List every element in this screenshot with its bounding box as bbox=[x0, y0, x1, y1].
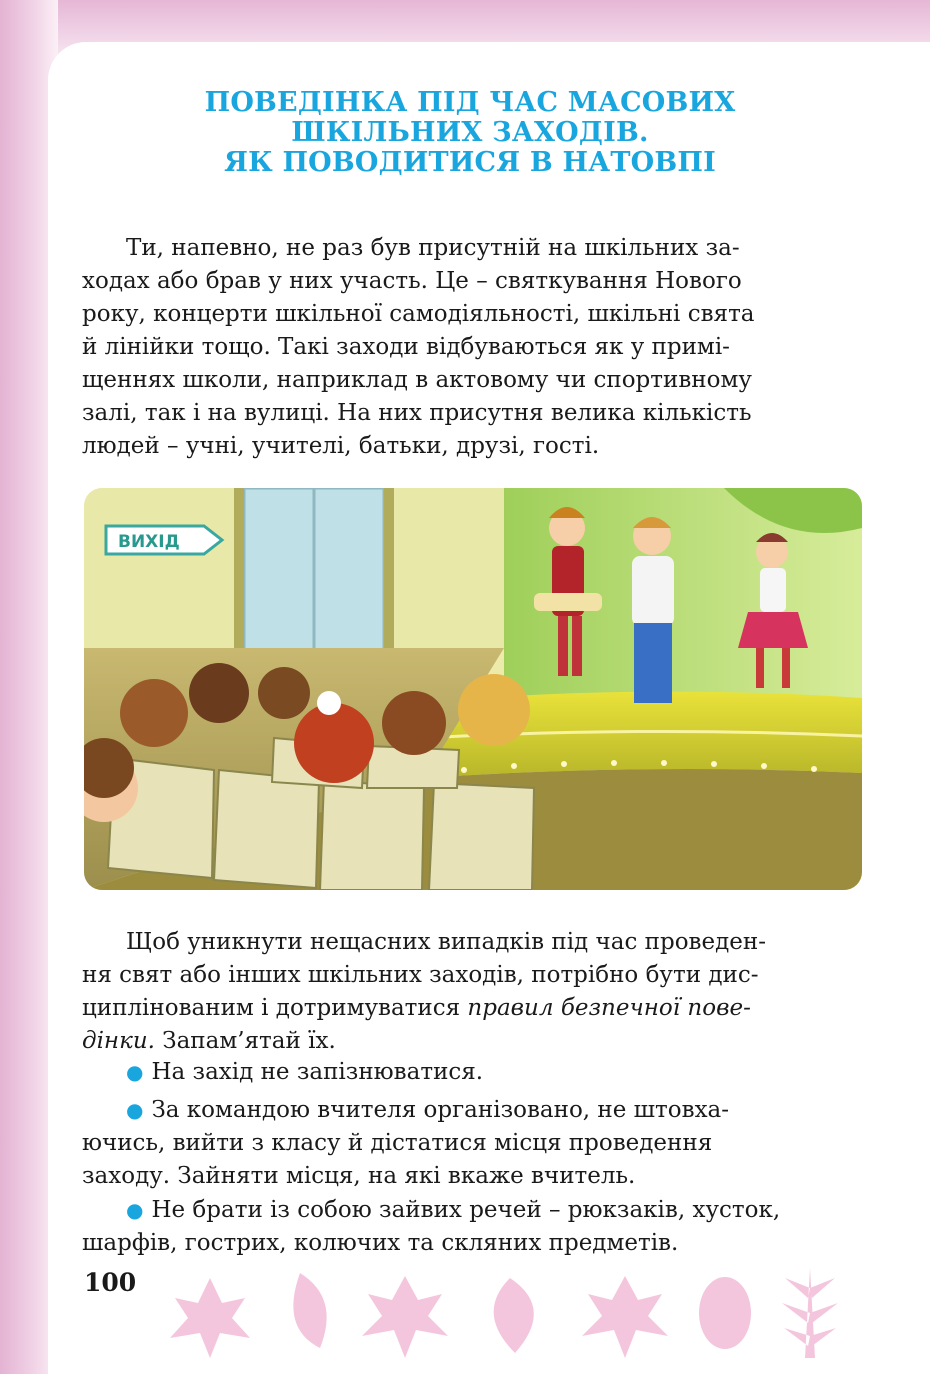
text-line: Ти, напевно, не раз був присутній на шкільних за- bbox=[126, 235, 740, 261]
text-line bbox=[82, 1194, 858, 1227]
bullet-icon: ● bbox=[126, 1198, 144, 1222]
title-line: ЯК ПОВОДИТИСЯ В НАТОВПІ bbox=[224, 147, 716, 178]
intro-paragraph bbox=[82, 232, 858, 463]
page-number: 100 bbox=[84, 1268, 137, 1297]
italic-emphasis: дінки. bbox=[82, 1028, 155, 1054]
fern-leaf-icon bbox=[782, 1268, 838, 1358]
title-line: ПОВЕДІНКА ПІД ЧАС МАСОВИХ bbox=[204, 87, 736, 118]
text-line bbox=[82, 992, 858, 1025]
text-line: ня свят або інших шкільних заходів, потрібно бути дис- bbox=[82, 962, 759, 988]
school-concert-illustration bbox=[84, 488, 862, 890]
text-line: року, концерти шкільної самодіяльності, шкільні свята bbox=[82, 301, 755, 327]
exit-sign-text: ВИХІД bbox=[118, 532, 180, 552]
text-line bbox=[82, 1056, 858, 1089]
maple-leaf-icon bbox=[170, 1278, 250, 1358]
text-span: Запам’ятай їх. bbox=[154, 1028, 336, 1054]
leaf-icon bbox=[293, 1273, 326, 1348]
italic-emphasis: правил безпечної пове- bbox=[467, 995, 751, 1021]
leaf-icon bbox=[699, 1277, 751, 1349]
maple-leaf-icon bbox=[582, 1276, 668, 1358]
rule-item bbox=[82, 1056, 858, 1089]
text-line: щеннях школи, наприклад в актовому чи спортивному bbox=[82, 367, 752, 393]
leaf-icon bbox=[494, 1278, 534, 1353]
text-line: ходах або брав у них участь. Це – святкування Нового bbox=[82, 268, 742, 294]
text-line: Щоб уникнути нещасних випадків під час проведен- bbox=[126, 929, 766, 955]
text-line bbox=[82, 1094, 858, 1127]
text-line bbox=[82, 1025, 858, 1058]
title-line: ШКІЛЬНИХ ЗАХОДІВ. bbox=[291, 117, 649, 148]
bullet-icon: ● bbox=[126, 1060, 144, 1084]
text-line: залі, так і на вулиці. На них присутня велика кількість bbox=[82, 400, 752, 426]
text-line: заходу. Зайняти місця, на які вкаже вчитель. bbox=[82, 1163, 636, 1189]
bullet-icon: ● bbox=[126, 1098, 144, 1122]
text-line: й лінійки тощо. Такі заходи відбуваються як у примі- bbox=[82, 334, 730, 360]
text-span: циплінованим і дотримуватися bbox=[82, 995, 468, 1021]
rule-item bbox=[82, 1094, 858, 1193]
rule-text: За командою вчителя організовано, не штовха- bbox=[151, 1097, 730, 1123]
decorative-leaves bbox=[170, 1258, 870, 1358]
rule-item bbox=[82, 1194, 858, 1260]
concert-scene-image bbox=[84, 488, 862, 890]
maple-leaf-icon bbox=[362, 1276, 448, 1358]
text-line: ючись, вийти з класу й дістатися місця проведення bbox=[82, 1130, 713, 1156]
rules-intro-paragraph bbox=[82, 926, 858, 1058]
text-line: людей – учні, учителі, батьки, друзі, гості. bbox=[82, 433, 600, 459]
rule-text: Не брати із собою зайвих речей – рюкзаків, хусток, bbox=[151, 1197, 781, 1223]
text-line: шарфів, гострих, колючих та скляних предметів. bbox=[82, 1230, 679, 1256]
rule-text: На захід не запізнюватися. bbox=[151, 1059, 484, 1085]
